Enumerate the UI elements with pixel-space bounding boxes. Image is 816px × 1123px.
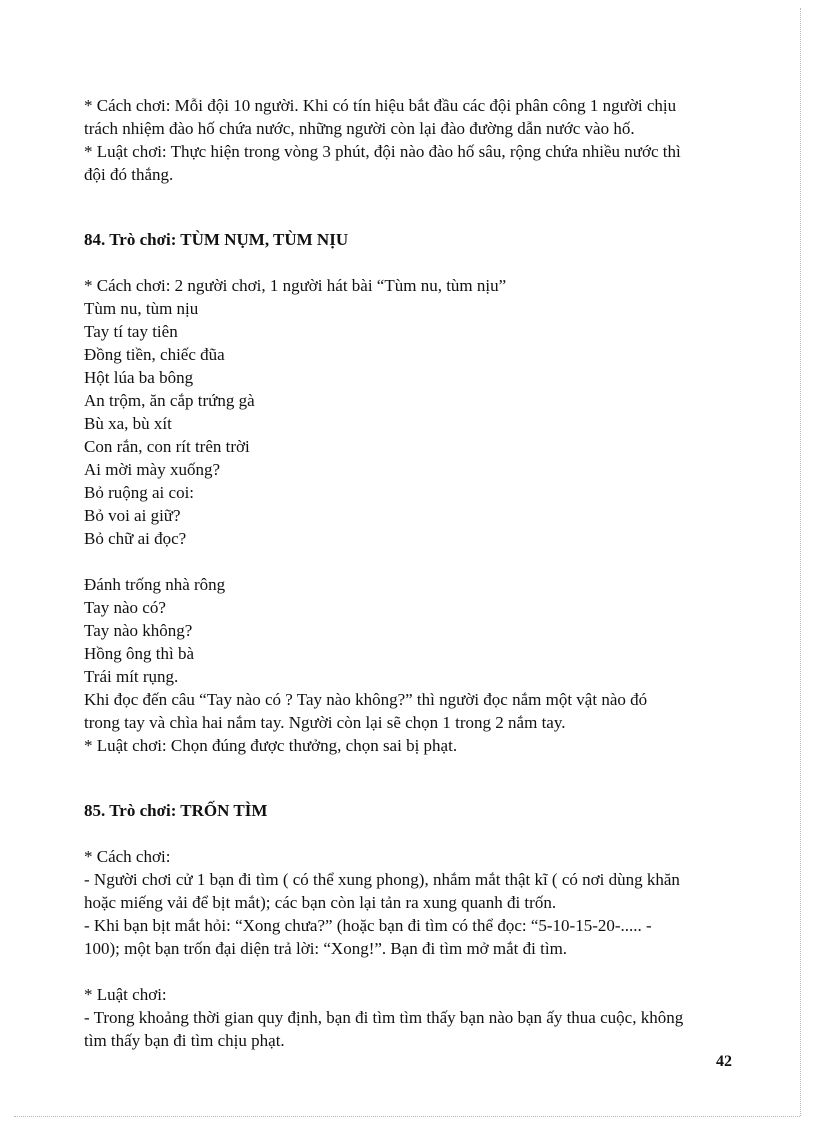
text-line: 100); một bạn trốn đại diện trả lời: “Xong!”. Bạn đi tìm mở mắt đi tìm. — [84, 939, 568, 958]
text-line: Đồng tiền, chiếc đũa — [84, 345, 225, 364]
text-line: * Cách chơi: — [84, 847, 171, 866]
text-line: An trộm, ăn cắp trứng gà — [84, 391, 255, 410]
page-content — [84, 94, 754, 1052]
section-85-body — [84, 845, 754, 1052]
text-line: Trái mít rụng. — [84, 667, 179, 686]
text-line: Hồng ông thì bà — [84, 644, 195, 663]
text-line: * Cách chơi: 2 người chơi, 1 người hát bài “Tùm nu, tùm nịu” — [84, 276, 507, 295]
page-number: 42 — [716, 1053, 732, 1070]
section-84-heading: 84. Trò chơi: TÙM NỤM, TÙM NỊU — [84, 230, 349, 249]
text-line: Bỏ chữ ai đọc? — [84, 529, 187, 548]
text-line: đội đó thắng. — [84, 165, 174, 184]
text-line: Bỏ ruộng ai coi: — [84, 483, 195, 502]
text-line: * Cách chơi: Mỗi đội 10 người. Khi có tín hiệu bắt đầu các đội phân công 1 người chịu — [84, 96, 677, 115]
text-line: hoặc miếng vải để bịt mắt); các bạn còn lại tản ra xung quanh đi trốn. — [84, 893, 557, 912]
text-line: Bù xa, bù xít — [84, 414, 172, 433]
text-line: * Luật chơi: — [84, 985, 167, 1004]
text-line: Khi đọc đến câu “Tay nào có ? Tay nào không?” thì người đọc nắm một vật nào đó — [84, 690, 648, 709]
text-line: Tùm nu, tùm nịu — [84, 299, 199, 318]
text-line: - Người chơi cử 1 bạn đi tìm ( có thể xung phong), nhắm mắt thật kĩ ( có nơi dùng khăn — [84, 870, 680, 889]
text-line: Đánh trống nhà rông — [84, 575, 226, 594]
section-83-rules — [84, 94, 754, 186]
section-84-body — [84, 274, 754, 757]
text-line: Tay nào không? — [84, 621, 193, 640]
text-line: Con rắn, con rít trên trời — [84, 437, 250, 456]
text-line: Tay tí tay tiên — [84, 322, 178, 341]
section-85-heading: 85. Trò chơi: TRỐN TÌM — [84, 801, 268, 820]
text-line: tìm thấy bạn đi tìm chịu phạt. — [84, 1031, 285, 1050]
text-line: - Trong khoảng thời gian quy định, bạn đi tìm tìm thấy bạn nào bạn ấy thua cuộc, không — [84, 1008, 684, 1027]
text-line: Ai mời mày xuống? — [84, 460, 220, 479]
text-line: Bỏ voi ai giữ? — [84, 506, 181, 525]
text-line: Tay nào có? — [84, 598, 166, 617]
text-line: Hột lúa ba bông — [84, 368, 194, 387]
text-line: trách nhiệm đào hố chứa nước, những người còn lại đào đường dẫn nước vào hố. — [84, 119, 635, 138]
page-border-right — [800, 8, 801, 1116]
page-border-bottom — [14, 1116, 800, 1117]
text-line: trong tay và chìa hai nắm tay. Người còn lại sẽ chọn 1 trong 2 nắm tay. — [84, 713, 566, 732]
text-line: * Luật chơi: Thực hiện trong vòng 3 phút, đội nào đào hố sâu, rộng chứa nhiều nước thì — [84, 142, 681, 161]
text-line: - Khi bạn bịt mắt hỏi: “Xong chưa?” (hoặc bạn đi tìm có thể đọc: “5-10-15-20-..... - — [84, 916, 652, 935]
text-line: * Luật chơi: Chọn đúng được thưởng, chọn sai bị phạt. — [84, 736, 458, 755]
